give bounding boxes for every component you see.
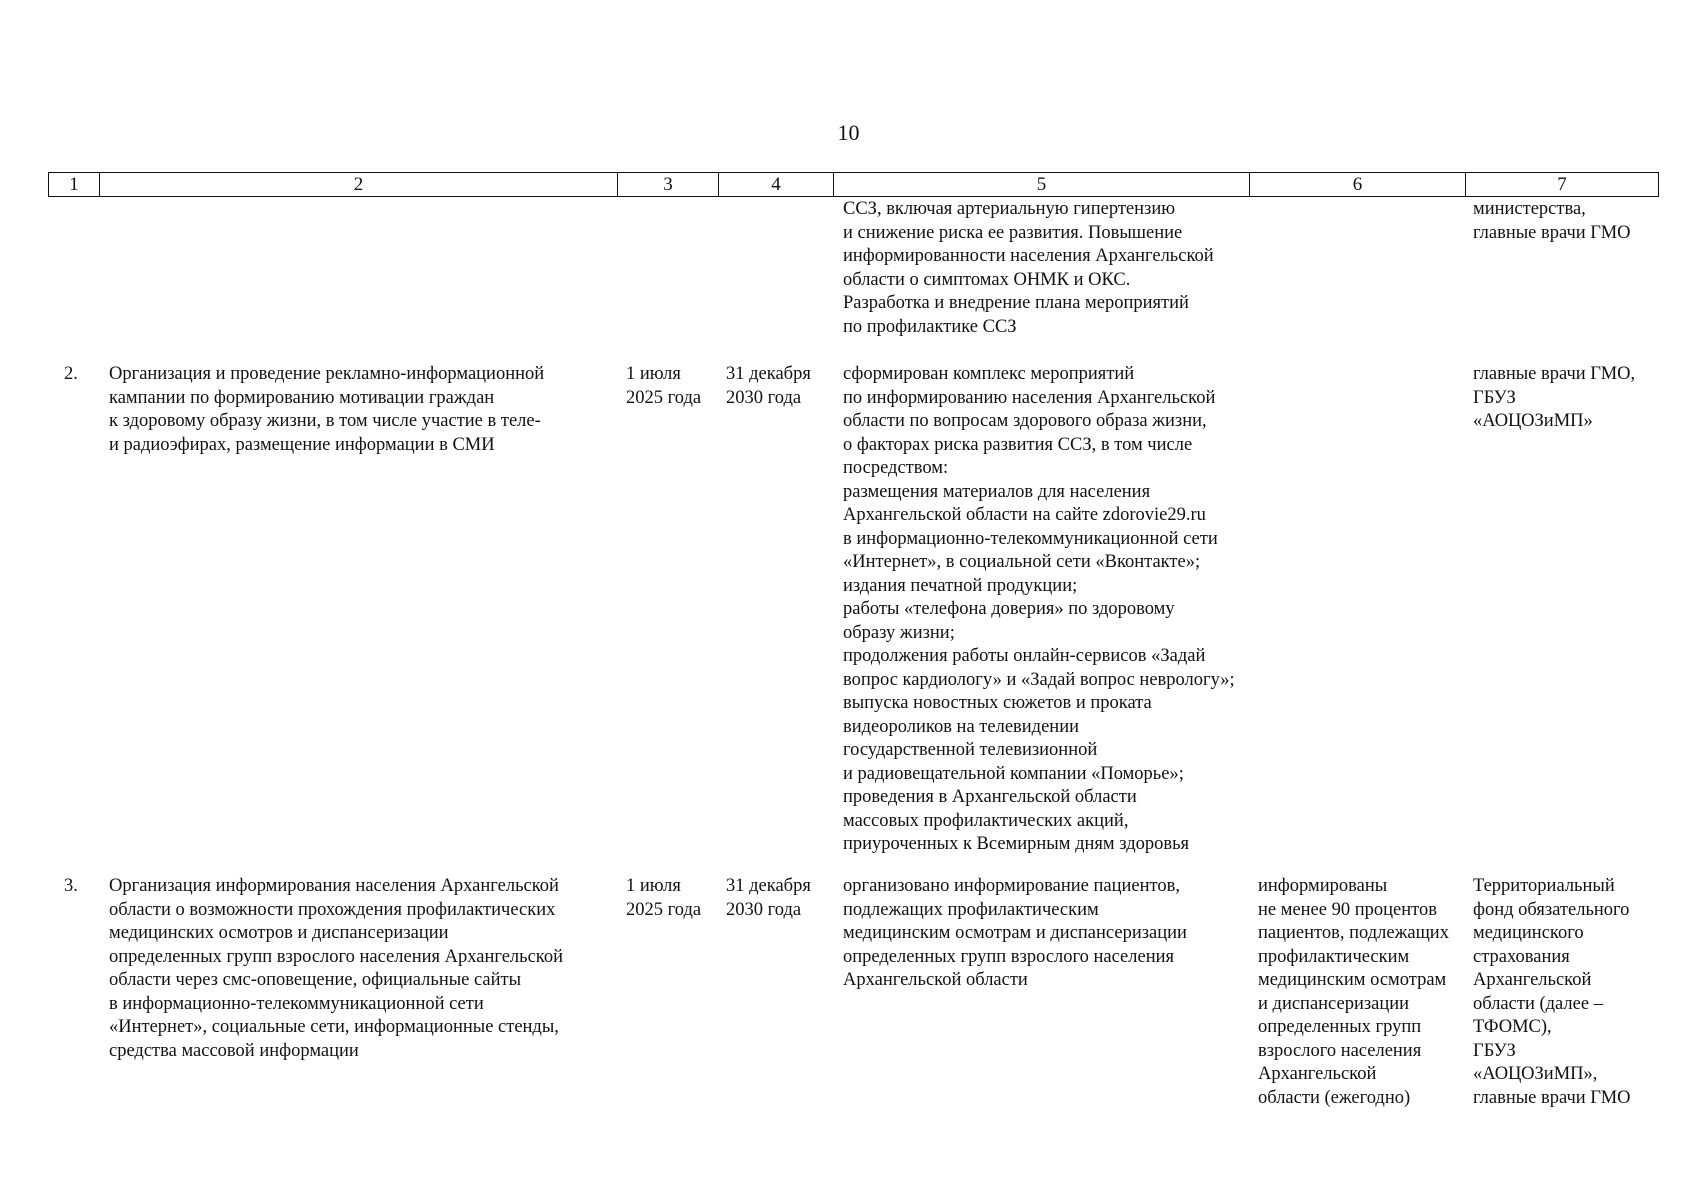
row-3-result: организовано информирование пациентов, подлежащих профилактическим медицинским осмотрам и диспансеризации определенных групп взрослого населения Архангельской области xyxy=(843,876,1187,990)
row-2-number: 2. xyxy=(64,364,78,384)
continuation-responsible: министерства, главные врачи ГМО xyxy=(1473,199,1631,243)
page-number: 10 xyxy=(837,120,860,145)
header-col-6: 6 xyxy=(1250,173,1466,197)
row-3-number: 3. xyxy=(64,876,78,896)
row-3-responsible: Территориальный фонд обязательного медицинского страхования Архангельской области (далее – ТФОМС), ГБУЗ «АОЦОЗиМП», главные врачи ГМО xyxy=(1473,876,1631,1108)
continuation-result: ССЗ, включая артериальную гипертензию и снижение риска ее развития. Повышение информированности населения Архангельской области о симптомах ОНМК и ОКС. Разработка и внедрение плана мероприятий по профилактике ССЗ xyxy=(843,199,1214,337)
header-col-4: 4 xyxy=(719,173,834,197)
row-2-responsible: главные врачи ГМО, ГБУЗ «АОЦОЗиМП» xyxy=(1473,364,1636,431)
header-col-3: 3 xyxy=(618,173,719,197)
row-3-end-date: 31 декабря 2030 года xyxy=(726,876,811,920)
row-2-result: сформирован комплекс мероприятий по информированию населения Архангельской области по вопросам здорового образа жизни, о факторах риска развития ССЗ, в том числе посредством: размещения материалов для населения Архангельской области на сайте zdorovie29.ru в информационно-телекоммуникационной сети «Интернет», в социальной сети «Вконтакте»; издания печатной продукции; работы «телефона доверия» по здоровому образу жизни; продолжения работы онлайн-сервисов «Задай вопрос кардиологу» и «Задай вопрос неврологу»; выпуска новостных сюжетов и проката видеороликов на телевидении государственной телевизионной и радиовещательной компании «Поморье»; проведения в Архангельской области массовых профилактических акций, приуроченных к Всемирным дням здоровья xyxy=(843,364,1235,854)
row-3-indicator: информированы не менее 90 процентов пациентов, подлежащих профилактическим медицинским осмотрам и диспансеризации определенных групп взрослого населения Архангельской области (ежегодно) xyxy=(1258,876,1449,1108)
header-row xyxy=(49,173,1659,197)
row-3-start-date: 1 июля 2025 года xyxy=(626,876,702,920)
column-numbers-header xyxy=(48,172,1659,197)
row-2-activity: Организация и проведение рекламно-информационной кампании по формированию мотивации граждан к здоровому образу жизни, в том числе участие в теле- и радиоэфирах, размещение информации в СМИ xyxy=(109,364,545,455)
header-col-1: 1 xyxy=(49,173,100,197)
row-2-start-date: 1 июля 2025 года xyxy=(626,364,702,408)
row-2-end-date: 31 декабря 2030 года xyxy=(726,364,811,408)
header-col-5: 5 xyxy=(834,173,1250,197)
row-3-activity: Организация информирования населения Архангельской области о возможности прохождения профилактических медицинских осмотров и диспансеризации определенных групп взрослого населения Архангельской области через смс-оповещение, официальные сайты в информационно-телекоммуникационной сети «Интернет», социальные сети, информационные стенды, средства массовой информации xyxy=(109,876,564,1061)
header-col-2: 2 xyxy=(100,173,618,197)
header-col-7: 7 xyxy=(1466,173,1659,197)
